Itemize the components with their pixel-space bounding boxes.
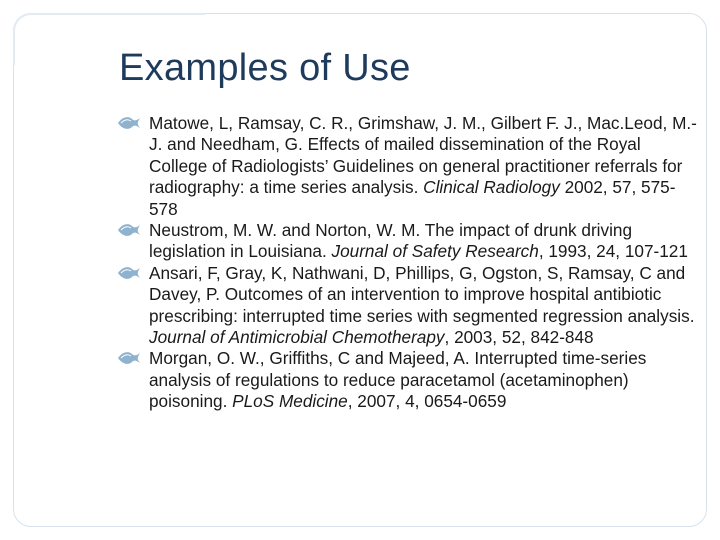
reference-authors: Neustrom, M. W. and Norton, W. M. The impact of drunk driving legislation in Louisiana. [149, 220, 633, 262]
ribbon-bullet-icon [117, 265, 141, 281]
reference-item [149, 113, 697, 220]
reference-list [149, 113, 697, 413]
reference-details: 2002, 57, 575-578 [149, 177, 676, 219]
reference-details: , 2007, 4, 0654-0659 [347, 391, 507, 412]
reference-authors: Ansari, F, Gray, K, Nathwani, D, Phillips, G, Ogston, S, Ramsay, C and Davey, P. Outcomes of an intervention to improve hospital antibiotic prescribing: interrupted time series with segmented regression analysis. [149, 262, 695, 326]
reference-item [149, 263, 697, 349]
ribbon-bullet-icon [117, 222, 141, 238]
reference-details: , 2003, 52, 842-848 [444, 327, 594, 348]
slide-title: Examples of Use [119, 47, 411, 89]
reference-authors: Matowe, L, Ramsay, C. R., Grimshaw, J. M., Gilbert F. J., Mac.Leod, M.-J. and Needham, G. Effects of mailed dissemination of the Royal College of Radiologists’ Guidelines on general practitioner referrals for radiography: a time series analysis. [149, 113, 697, 198]
reference-journal: Journal of Antimicrobial Chemotherapy [149, 327, 445, 348]
reference-journal: Journal of Safety Research [331, 241, 539, 262]
ribbon-bullet-icon [117, 350, 141, 366]
reference-journal: Clinical Radiology [423, 177, 560, 198]
reference-item [149, 348, 697, 412]
ribbon-bullet-icon [117, 115, 141, 131]
reference-item [149, 220, 697, 263]
reference-authors: Morgan, O. W., Griffiths, C and Majeed, A. Interrupted time-series analysis of regulations to reduce paracetamol (acetaminophen) poisoning. [149, 348, 647, 412]
reference-journal: PLoS Medicine [232, 391, 348, 412]
reference-details: , 1993, 24, 107-121 [538, 241, 688, 262]
